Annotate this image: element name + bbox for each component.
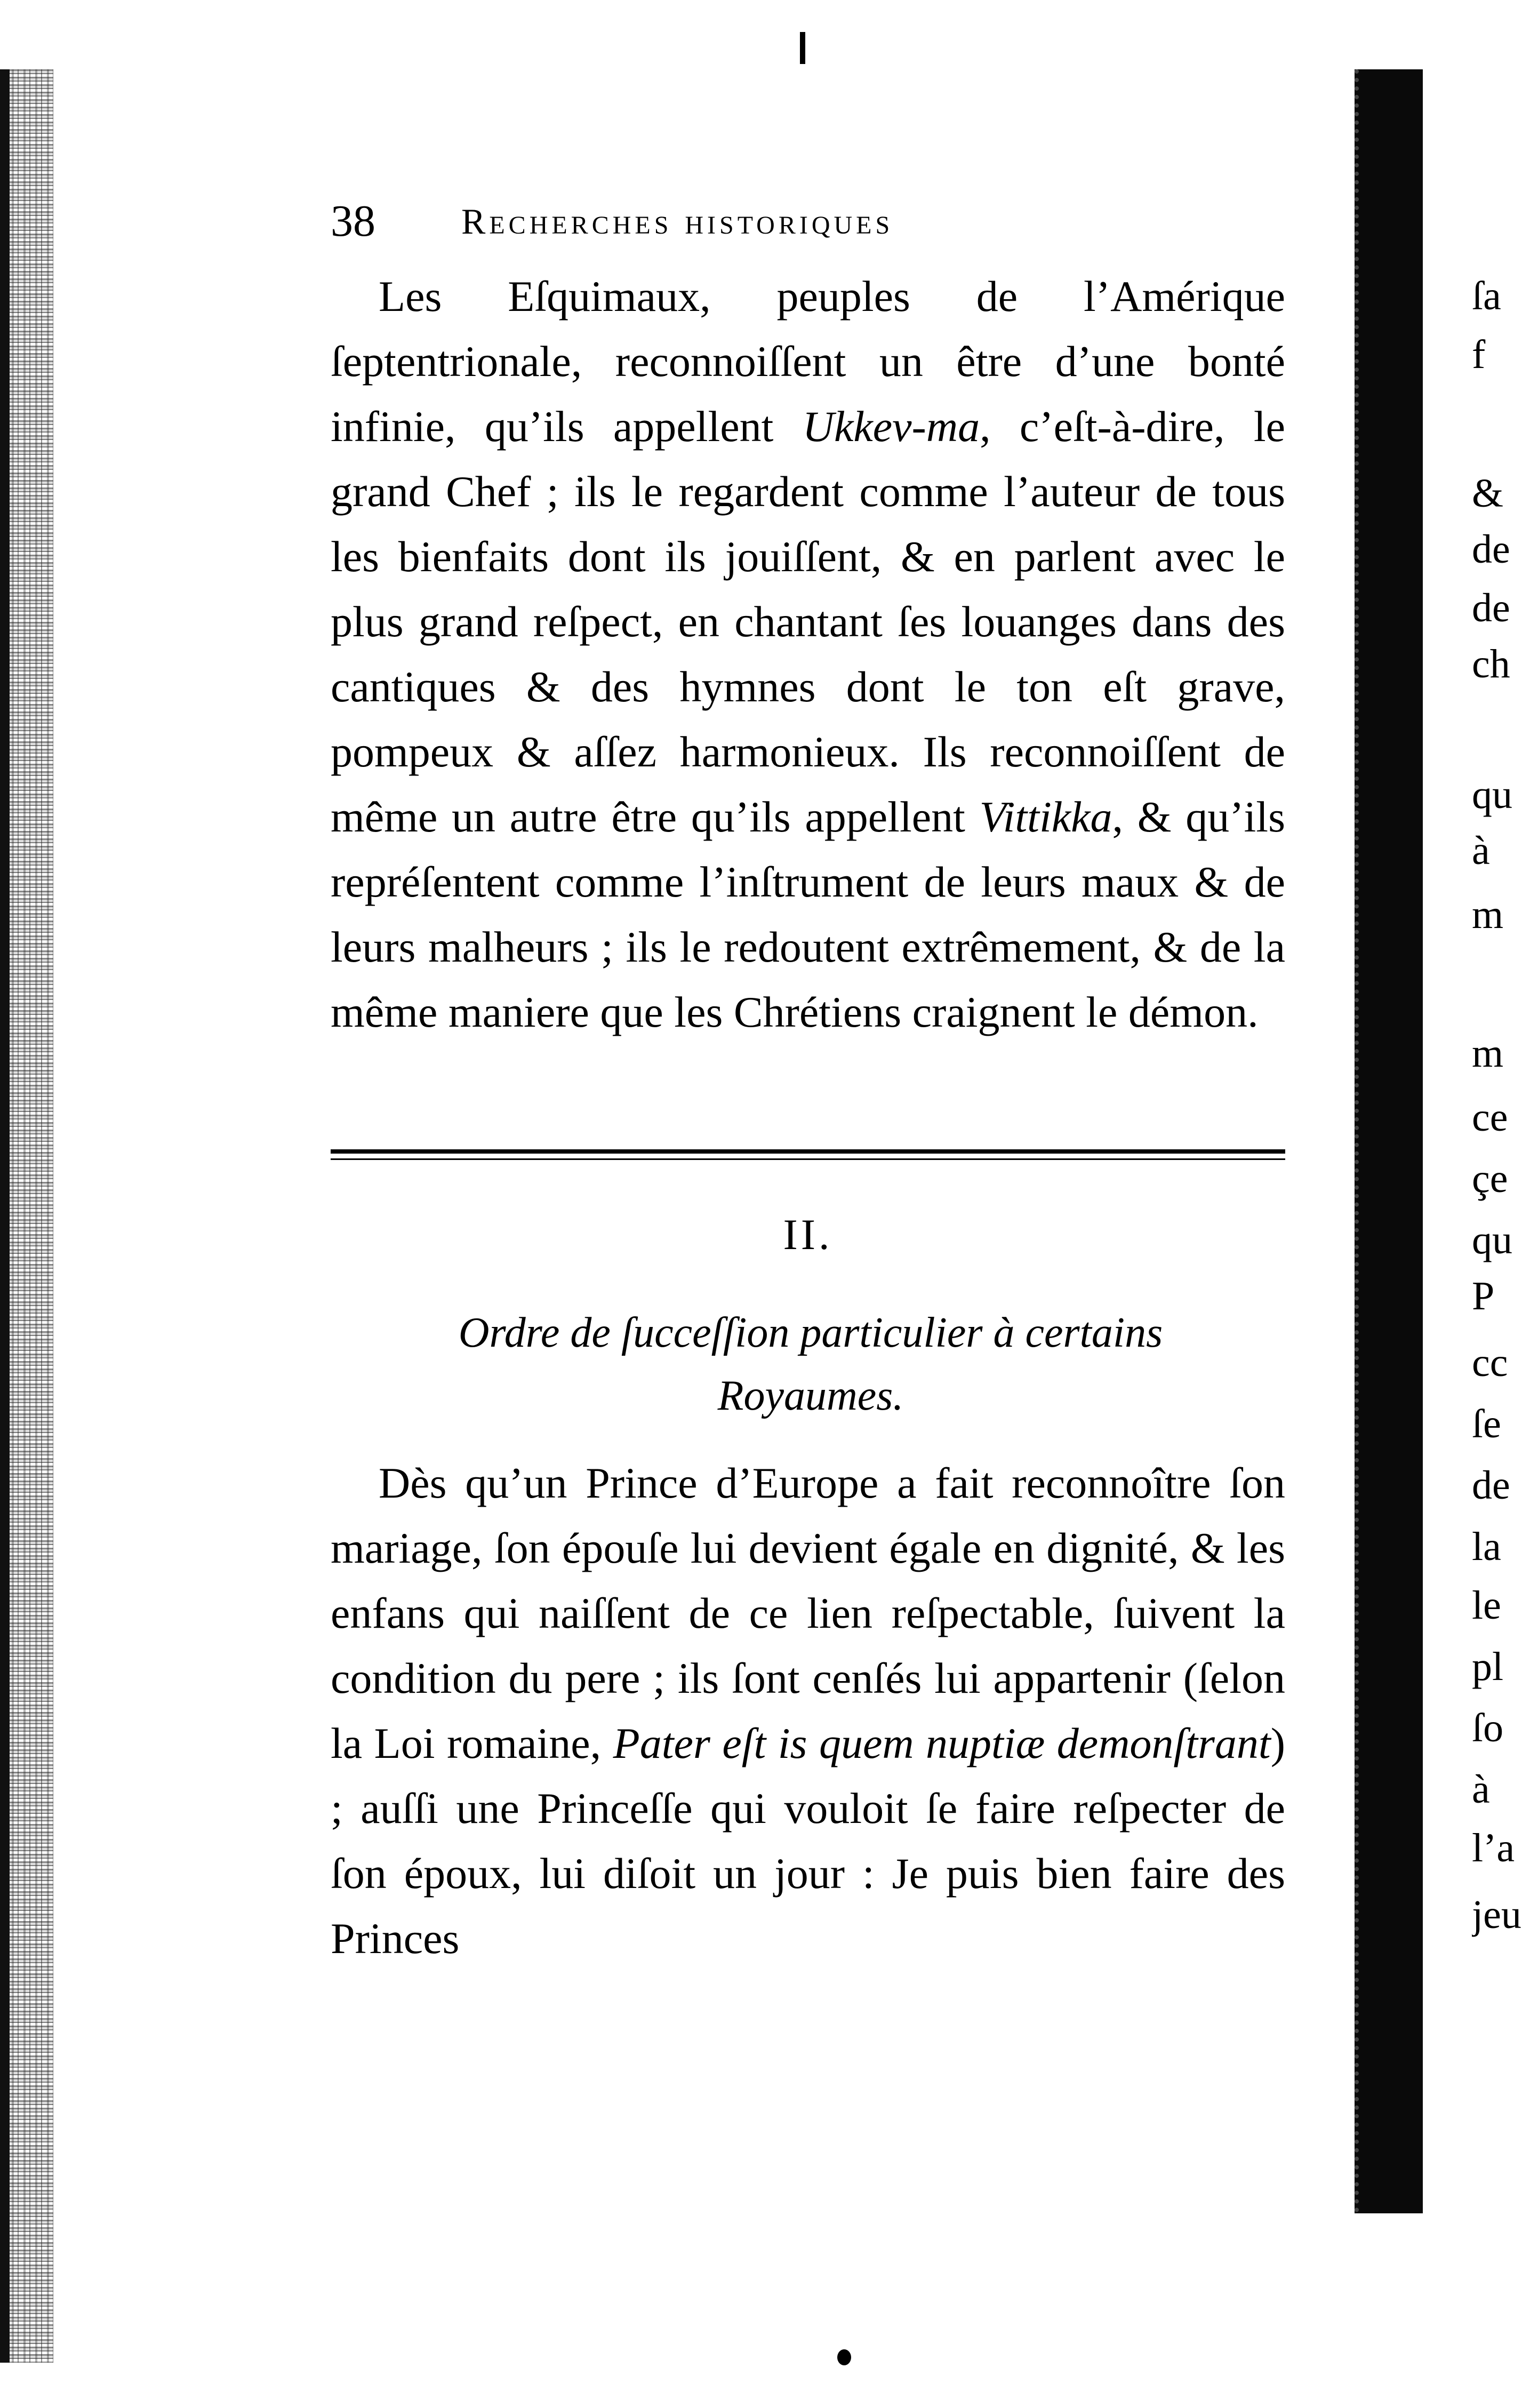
page-number: 38 [331, 196, 375, 246]
facing-page-fragment: de [1472, 527, 1510, 572]
section-number: II. [783, 1210, 833, 1259]
facing-page-fragment: à [1472, 828, 1490, 873]
section-title-line1: Ordre de ſucceſſion particulier à certains [458, 1309, 1163, 1356]
facing-page-fragments [1472, 0, 1530, 2408]
facing-page-fragment: P [1472, 1274, 1495, 1318]
facing-page-fragment: m [1472, 892, 1504, 937]
scan-mark-bottom [837, 2349, 851, 2365]
facing-page-fragment: ch [1472, 642, 1510, 686]
facing-page-fragment: çe [1472, 1156, 1508, 1201]
italic-term: Vittikka [979, 793, 1112, 841]
paragraph-esquimaux [331, 264, 1285, 1045]
text-run: Dès qu’un Prince d’Europe a fait reconnoître ſon mariage, ſon épouſe lui devient égale en dignité, & les enfans qui naiſſent de ce lien reſpectable, ſuivent la condition du pere ; ils ſont cenſés lui appartenir (ſelon la Loi romaine, [331, 1459, 1285, 1767]
facing-page-fragment: ſa [1472, 274, 1501, 318]
facing-page-fragment: cc [1472, 1340, 1508, 1385]
facing-page-fragment: l’a [1472, 1826, 1515, 1870]
facing-page-fragment: f [1472, 332, 1486, 377]
facing-page-fragment: le [1472, 1583, 1501, 1628]
section-title-line2: Royaumes. [717, 1372, 904, 1419]
section-divider-thin [331, 1158, 1285, 1160]
section-title [373, 1301, 1248, 1427]
scan-mark-top [800, 32, 805, 64]
facing-page-fragment: & [1472, 471, 1504, 516]
facing-page-fragment: ſe [1472, 1402, 1501, 1446]
page-header [331, 192, 1291, 256]
facing-page-fragment: la [1472, 1524, 1501, 1569]
text-run: , & qu’ils repréſentent comme l’inſtrument de leurs maux & de leurs malheurs ; ils le redoutent extrêmement, & de la même maniere que les Chrétiens craignent le démon. [331, 793, 1285, 1036]
facing-page-fragment: ce [1472, 1095, 1508, 1140]
facing-page-fragment: m [1472, 1031, 1504, 1076]
running-title: Recherches historiques [461, 201, 894, 242]
text-run: , c’eſt-à-dire, le grand Chef ; ils le regardent comme l’auteur de tous les bienfaits dont ils jouiſſent, & en parlent avec le plus grand reſpect, en chantant ſes louanges dans des cantiques & des hymnes dont le ton eſt grave, pompeux & aſſez harmonieux. Ils reconnoiſſent de même un autre être qu’ils appellent [331, 402, 1285, 841]
section-divider-thick [331, 1149, 1285, 1154]
paragraph-succession [331, 1451, 1285, 1971]
right-binding-shadow [1355, 69, 1423, 2213]
italic-term: Pater eſt is quem nuptiæ demonſtrant [613, 1719, 1271, 1767]
facing-page-fragment: qu [1472, 772, 1512, 817]
facing-page-fragment: à [1472, 1767, 1490, 1812]
left-page-edge [0, 69, 10, 2363]
italic-term: Ukkev-ma [802, 402, 980, 451]
text-run: Les Eſquimaux, peuples de l’Amérique ſeptentrionale, reconnoiſſent un être d’une bonté infinie, qu’ils appellent [331, 272, 1285, 451]
facing-page-fragment: ſo [1472, 1706, 1504, 1750]
facing-page-fragment: qu [1472, 1218, 1512, 1262]
facing-page-fragment: pl [1472, 1644, 1504, 1689]
text-run: ) ; auſſi une Princeſſe qui vouloit ſe faire reſpecter de ſon époux, lui diſoit un jour : Je puis bien faire des Princes [331, 1719, 1285, 1963]
facing-page-fragment: jeu [1472, 1892, 1521, 1937]
facing-page-fragment: de [1472, 1463, 1510, 1508]
facing-page-fragment: de [1472, 586, 1510, 630]
